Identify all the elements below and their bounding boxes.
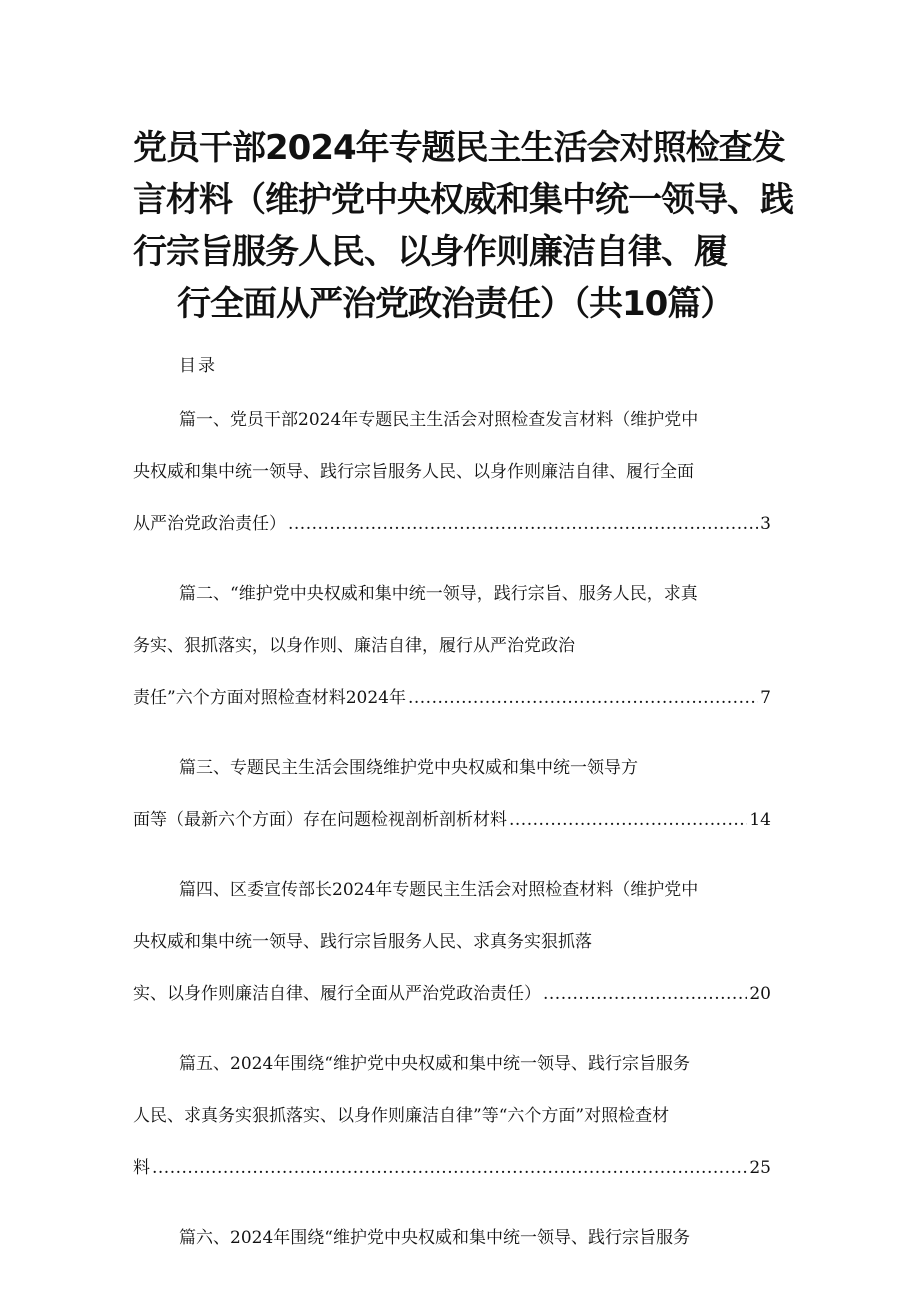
dot-leader — [408, 672, 758, 724]
toc-page-number: 14 — [749, 810, 771, 830]
toc-entry-last-line — [133, 968, 771, 1020]
document-title — [133, 122, 793, 330]
title-line: 言材料（维护党中央权威和集中统一领导、践 — [133, 180, 793, 220]
toc-entry-text: 篇五、2024年围绕“维护党中央权威和集中统一领导、践行宗旨服务 — [179, 1054, 690, 1074]
toc-entry-last-line — [133, 794, 771, 846]
dot-leader — [543, 968, 747, 1020]
toc-entry-text: 篇二、“维护党中央权威和集中统一领导，践行宗旨、服务人民，求真 — [179, 584, 698, 604]
toc-entry-text: 实、以身作则廉洁自律、履行全面从严治党政治责任） — [133, 984, 541, 1004]
toc-entry-6[interactable] — [133, 1212, 795, 1264]
toc-entry-text: 务实、狠抓落实，以身作则、廉洁自律，履行从严治党政治 — [133, 636, 575, 656]
dot-leader — [509, 794, 747, 846]
toc-entry-1[interactable] — [133, 394, 795, 550]
toc-entry-text: 责任”六个方面对照检查材料2024年 — [133, 688, 406, 708]
title-line: 党员干部2024年专题民主生活会对照检查发 — [133, 128, 785, 168]
toc-entry-4[interactable] — [133, 864, 795, 1020]
toc-entry-last-line — [133, 498, 771, 550]
toc-entry-3[interactable] — [133, 742, 795, 846]
title-line: 行全面从严治党政治责任）（共10篇） — [177, 284, 734, 324]
dot-leader — [152, 1142, 747, 1194]
toc-page-number: 3 — [760, 514, 771, 534]
toc-entry-text: 篇六、2024年围绕“维护党中央权威和集中统一领导、践行宗旨服务 — [179, 1228, 690, 1248]
toc-page-number: 7 — [760, 688, 771, 708]
toc-entry-text: 央权威和集中统一领导、践行宗旨服务人民、求真务实狠抓落 — [133, 932, 592, 952]
toc-entry-text: 篇一、党员干部2024年专题民主生活会对照检查发言材料（维护党中 — [179, 410, 699, 430]
toc-entry-5[interactable] — [133, 1038, 795, 1194]
toc-page-number: 20 — [749, 984, 771, 1004]
toc-heading: 目录 — [179, 356, 217, 376]
toc-entry-2[interactable] — [133, 568, 795, 724]
toc-entry-text: 篇三、专题民主生活会围绕维护党中央权威和集中统一领导方 — [179, 758, 638, 778]
toc-entry-text: 从严治党政治责任） — [133, 514, 286, 534]
dot-leader — [288, 498, 758, 550]
title-line: 行宗旨服务人民、以身作则廉洁自律、履 — [133, 232, 727, 272]
toc-entry-text: 人民、求真务实狠抓落实、以身作则廉洁自律”等“六个方面”对照检查材 — [133, 1106, 670, 1126]
toc-entry-text: 面等（最新六个方面）存在问题检视剖析剖析材料 — [133, 810, 507, 830]
toc-entry-text: 料 — [133, 1158, 150, 1178]
toc-entry-text: 央权威和集中统一领导、践行宗旨服务人民、以身作则廉洁自律、履行全面 — [133, 462, 694, 482]
toc-entry-last-line — [133, 1142, 771, 1194]
table-of-contents — [133, 394, 795, 1282]
toc-entry-last-line — [133, 672, 771, 724]
toc-page-number: 25 — [749, 1158, 771, 1178]
toc-entry-text: 篇四、区委宣传部长2024年专题民主生活会对照检查材料（维护党中 — [179, 880, 699, 900]
